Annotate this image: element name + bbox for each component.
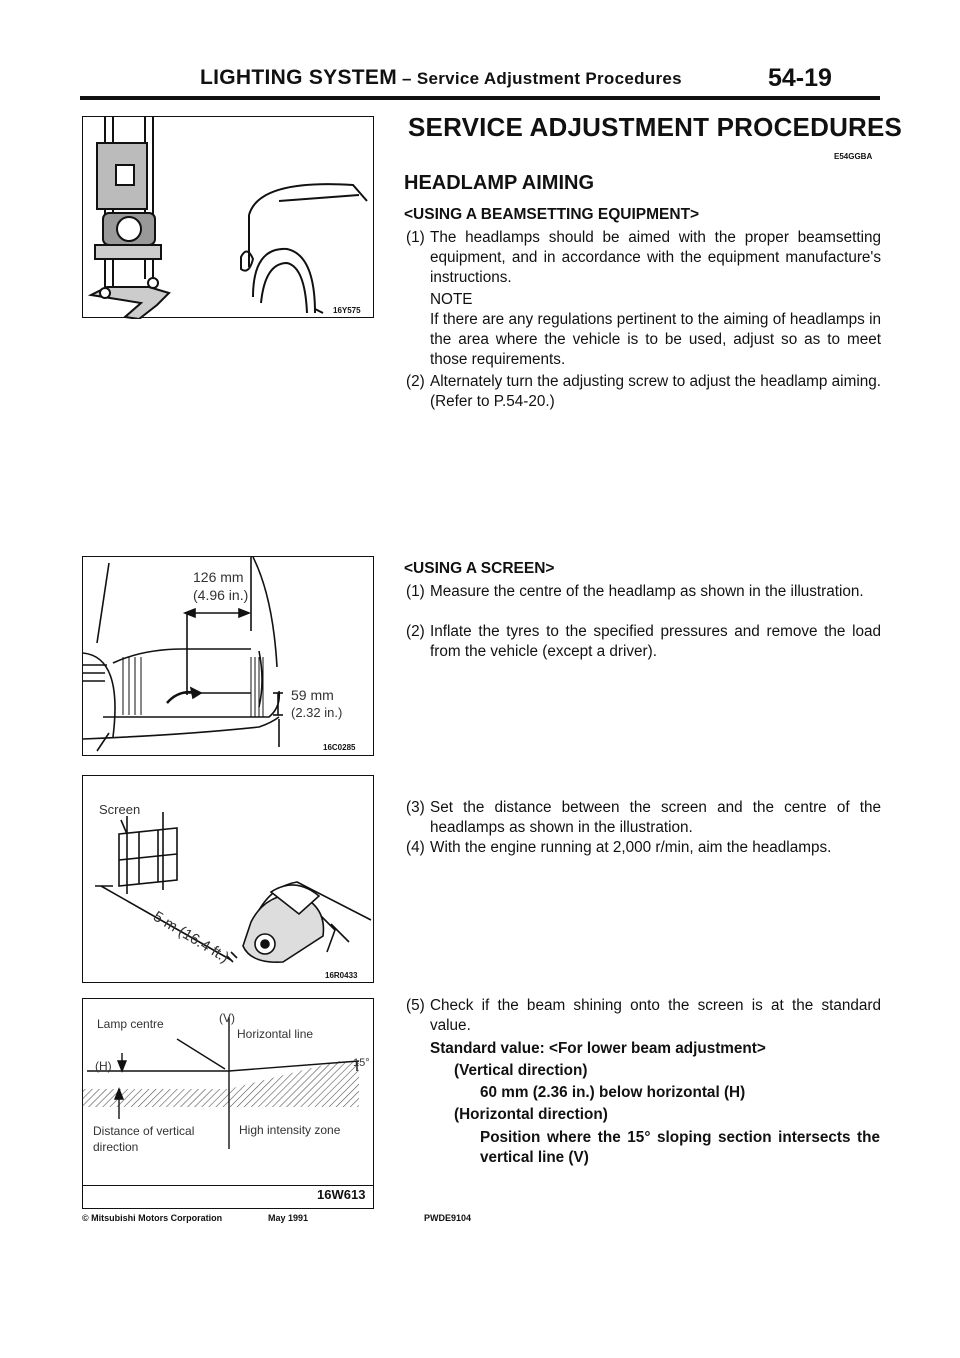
step-number: (1) bbox=[406, 229, 425, 246]
section-heading: HEADLAMP AIMING bbox=[404, 172, 594, 194]
step-text: Inflate the tyres to the specified pressures and remove the load from the vehicle (except a driver). bbox=[430, 623, 881, 660]
screen-step-2 bbox=[406, 622, 881, 662]
dim-vertical-in: (2.32 in.) bbox=[291, 705, 343, 720]
vertical-direction-value: 60 mm (2.36 in.) below horizontal (H) bbox=[480, 1084, 746, 1101]
h-label: (H) bbox=[95, 1059, 112, 1073]
document-code: E54GGBA bbox=[834, 152, 873, 161]
beamsetter-illustration bbox=[83, 117, 375, 319]
screen-step-1 bbox=[406, 582, 881, 602]
screen-subheading: <USING A SCREEN> bbox=[404, 560, 555, 577]
step-text: With the engine running at 2,000 r/min, aim the headlamps. bbox=[430, 839, 832, 856]
footer-doc-id: PWDE9104 bbox=[424, 1213, 472, 1223]
screen-label: Screen bbox=[99, 802, 141, 817]
footer-copyright: © Mitsubishi Motors Corporation bbox=[82, 1213, 223, 1223]
footer-date: May 1991 bbox=[268, 1213, 309, 1223]
step-number: (5) bbox=[406, 997, 425, 1014]
step-number: (1) bbox=[406, 583, 425, 600]
note-text: If there are any regulations pertinent to the aiming of headlamps in the area where the vehicle is to be used, adjust so as to meet those requirements. bbox=[430, 311, 881, 368]
angle-label: 15° bbox=[353, 1057, 370, 1069]
step-text: Alternately turn the adjusting screw to adjust the headlamp aiming. (Refer to P.54-20.) bbox=[430, 373, 881, 410]
step-number: (3) bbox=[406, 799, 425, 816]
dim-vertical-mm: 59 mm bbox=[291, 687, 334, 703]
beamsetting-step-1 bbox=[406, 228, 881, 288]
note-block bbox=[406, 290, 881, 370]
step-text: The headlamps should be aimed with the proper beamsetting equipment, and in accordance with the equipment manufacture's instructions. bbox=[430, 229, 881, 286]
screen-step-4 bbox=[406, 838, 881, 858]
horizontal-direction-value: Position where the 15° sloping section intersects the vertical line (V) bbox=[480, 1129, 880, 1166]
step-text: Measure the centre of the headlamp as shown in the illustration. bbox=[430, 583, 864, 600]
screen-step-5 bbox=[406, 996, 881, 1036]
page-title: SERVICE ADJUSTMENT PROCEDURES bbox=[408, 112, 903, 142]
header-section: LIGHTING SYSTEM bbox=[200, 66, 398, 89]
screen-step-3 bbox=[406, 798, 881, 838]
figure-code: 16W613 bbox=[317, 1187, 366, 1202]
figure-screen-distance bbox=[82, 775, 374, 983]
header-rule bbox=[80, 96, 880, 100]
page-number: 54-19 bbox=[768, 64, 832, 92]
figure-code: 16R0433 bbox=[325, 971, 358, 980]
figure-beamsetter bbox=[82, 116, 374, 318]
standard-value-label: Standard value: <For lower beam adjustment> bbox=[430, 1040, 766, 1057]
horizontal-line-label: Horizontal line bbox=[237, 1027, 314, 1041]
beamsetting-subheading: <USING A BEAMSETTING EQUIPMENT> bbox=[404, 206, 700, 223]
step-text: Check if the beam shining onto the screen is at the standard value. bbox=[430, 997, 881, 1034]
beamsetting-step-2 bbox=[406, 372, 881, 412]
step-number: (2) bbox=[406, 373, 425, 390]
figure-caption-rule bbox=[83, 1185, 373, 1186]
header-section-title bbox=[200, 66, 682, 90]
figure-headlamp-centre bbox=[82, 556, 374, 756]
header-subsection: Service Adjustment Procedures bbox=[416, 69, 682, 88]
lamp-centre-label: Lamp centre bbox=[97, 1017, 164, 1031]
vertical-direction-label: (Vertical direction) bbox=[454, 1062, 588, 1079]
figure-beam-pattern bbox=[82, 998, 374, 1209]
dim-horizontal-mm: 126 mm bbox=[193, 569, 244, 585]
note-label: NOTE bbox=[430, 291, 473, 308]
horizontal-direction-label: (Horizontal direction) bbox=[454, 1106, 608, 1123]
figure-code: 16Y575 bbox=[333, 306, 361, 315]
dim-horizontal-in: (4.96 in.) bbox=[193, 587, 249, 603]
v-label: (V) bbox=[219, 1011, 235, 1025]
distance-vertical-label: Distance of vertical direction bbox=[93, 1124, 195, 1154]
header-dash: – bbox=[397, 69, 417, 88]
figure-code: 16C0285 bbox=[323, 743, 356, 752]
step-number: (2) bbox=[406, 623, 425, 640]
high-intensity-label: High intensity zone bbox=[239, 1123, 341, 1137]
step-number: (4) bbox=[406, 839, 425, 856]
step-text: Set the distance between the screen and the centre of the headlamps as shown in the illustration. bbox=[430, 799, 881, 836]
distance-label: 5 m (16.4 ft.) bbox=[150, 908, 232, 967]
